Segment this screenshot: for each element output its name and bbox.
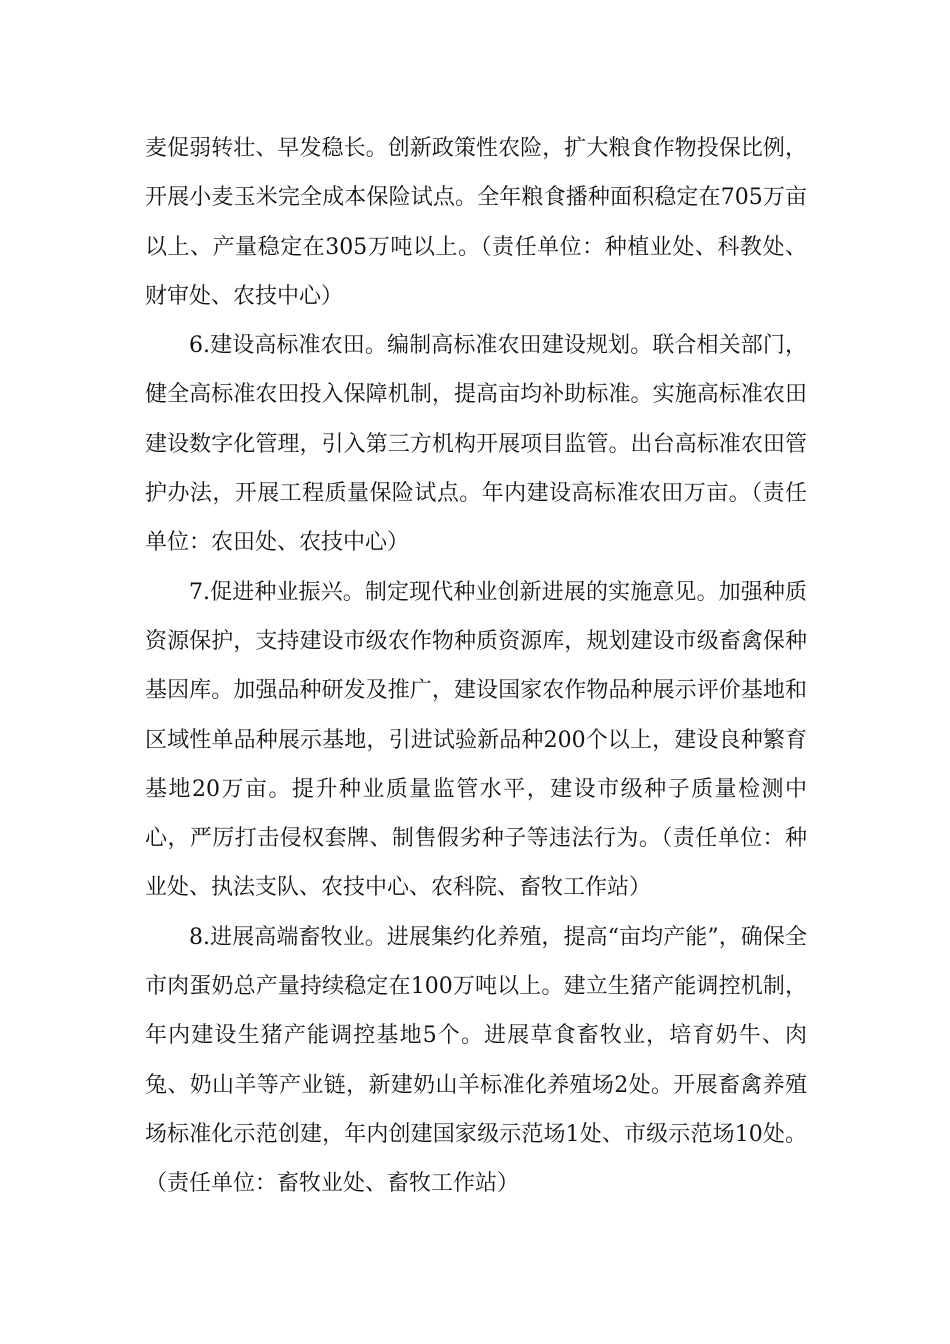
- paragraph-item-7: 7.促进种业振兴。制定现代种业创新进展的实施意见。加强种质资源保护，支持建设市级农作物种质资源库，规划建设市级畜禽保种基因库。加强品种研发及推广，建设国家农作物品种展示评价基地和区域性单品种展示基地，引进试验新品种200个以上，建设良种繁育基地20万亩。提升种业质量监管水平，建设市级种子质量检测中心，严厉打击侵权套牌、制售假劣种子等违法行为。（责任单位：种业处、执法支队、农技中心、农科院、畜牧工作站）: [145, 579, 807, 901]
- paragraph-item-8: 8.进展高端畜牧业。进展集约化养殖，提高“亩均产能”，确保全市肉蛋奶总产量持续稳定在100万吨以上。建立生猪产能调控机制，年内建设生猪产能调控基地5个。进展草食畜牧业，培育奶牛、肉兔、奶山羊等产业链，新建奶山羊标准化养殖场2处。开展畜禽养殖场标准化示范创建，年内创建国家级示范场1处、市级示范场10处。（责任单位：畜牧业处、畜牧工作站）: [145, 924, 807, 1197]
- document-body: [145, 124, 807, 1209]
- paragraph-item-6: 6.建设高标准农田。编制高标准农田建设规划。联合相关部门，健全高标准农田投入保障机制，提高亩均补助标准。实施高标准农田建设数字化管理，引入第三方机构开展项目监管。出台高标准农田管护办法，开展工程质量保险试点。年内建设高标准农田万亩。（责任单位：农田处、农技中心）: [145, 333, 807, 556]
- paragraph-continued: 麦促弱转壮、早发稳长。创新政策性农险，扩大粮食作物投保比例，开展小麦玉米完全成本保险试点。全年粮食播种面积稳定在705万亩以上、产量稳定在305万吨以上。（责任单位：种植业处、科教处、财审处、农技中心）: [145, 136, 807, 309]
